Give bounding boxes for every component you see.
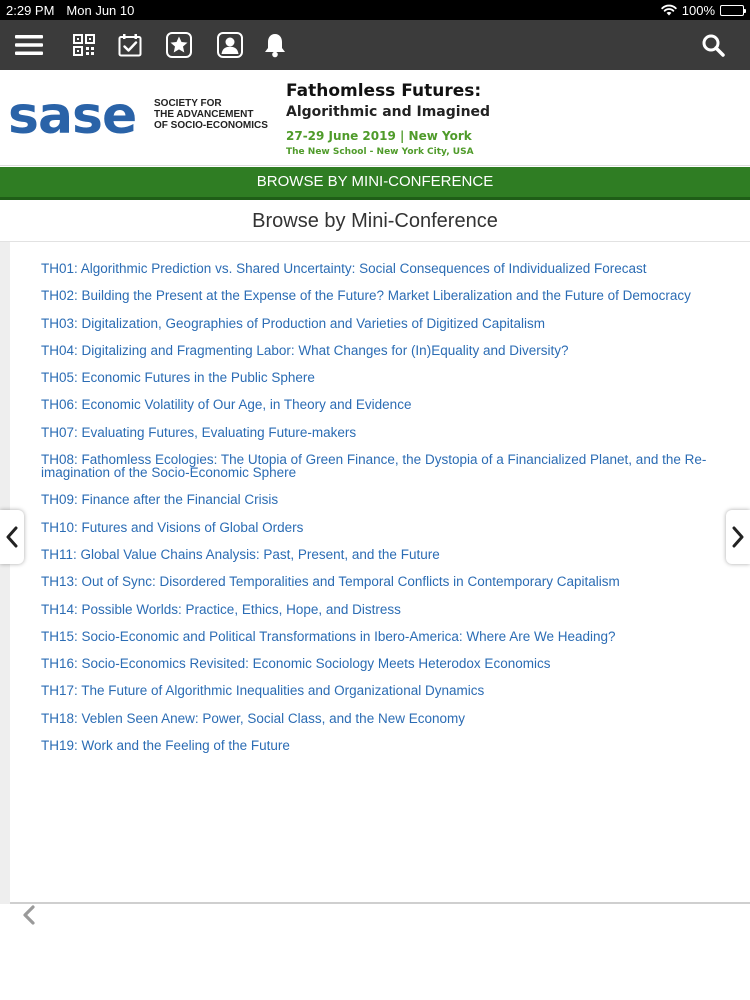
- menu-button[interactable]: [12, 20, 46, 70]
- page-title: Browse by Mini-Conference: [0, 202, 750, 242]
- mini-conference-link[interactable]: TH05: Economic Futures in the Public Sphere: [41, 370, 315, 386]
- bottom-divider: [10, 902, 750, 904]
- star-icon: [166, 32, 192, 58]
- conference-subtitle: Algorithmic and Imagined: [286, 104, 491, 120]
- mini-conference-link[interactable]: TH01: Algorithmic Prediction vs. Shared Uncertainty: Social Consequences of Individualized Forecast: [41, 261, 647, 276]
- sase-subtitle-line-2: THE ADVANCEMENT: [154, 109, 254, 120]
- search-icon: [701, 33, 725, 57]
- status-bar: [0, 0, 750, 20]
- mini-conference-link[interactable]: TH09: Finance after the Financial Crisis: [41, 492, 279, 508]
- status-date: Mon Jun 10: [66, 2, 135, 18]
- conference-title: Fathomless Futures:: [286, 81, 482, 101]
- qr-scan-button[interactable]: [71, 20, 97, 70]
- mini-conference-link[interactable]: TH08: Fathomless Ecologies: The Utopia of Green Finance, the Dystopia of a Financialized Planet, and the Re-imagination of the Socio-Economic Sphere: [41, 452, 707, 481]
- chevron-left-icon: [5, 526, 19, 548]
- mini-conference-link[interactable]: TH06: Economic Volatility of Our Age, in Theory and Evidence: [41, 397, 412, 413]
- sase-subtitle-line-3: OF SOCIO-ECONOMICS: [154, 120, 268, 131]
- mini-conference-link[interactable]: TH04: Digitalizing and Fragmenting Labor: What Changes for (In)Equality and Diversity?: [41, 342, 569, 358]
- previous-page-button[interactable]: [0, 510, 24, 564]
- conference-banner: [0, 70, 750, 166]
- sase-logo: sase: [8, 86, 137, 146]
- battery-icon: [720, 5, 744, 16]
- profile-button[interactable]: [216, 20, 244, 70]
- mini-conference-link[interactable]: TH13: Out of Sync: Disordered Temporalities and Temporal Conflicts in Contemporary Capitalism: [41, 574, 620, 590]
- mini-conference-link[interactable]: TH11: Global Value Chains Analysis: Past, Present, and the Future: [41, 546, 440, 562]
- left-edge-strip: [0, 242, 10, 904]
- back-arrow-icon: [22, 905, 36, 925]
- mini-conference-link[interactable]: TH10: Futures and Visions of Global Orders: [41, 519, 304, 535]
- chevron-right-icon: [731, 526, 745, 548]
- profile-icon: [217, 32, 243, 58]
- mini-conference-list: [41, 262, 721, 766]
- sase-subtitle-line-1: SOCIETY FOR: [154, 98, 222, 109]
- next-page-button[interactable]: [726, 510, 750, 564]
- calendar-check-icon: [118, 33, 142, 57]
- mini-conference-link[interactable]: TH03: Digitalization, Geographies of Production and Varieties of Digitized Capitalism: [41, 315, 546, 331]
- schedule-button[interactable]: [116, 20, 144, 70]
- qr-code-icon: [73, 34, 95, 56]
- wifi-icon: [661, 4, 677, 16]
- conference-venue: The New School - New York City, USA: [286, 147, 474, 157]
- mini-conference-link[interactable]: TH07: Evaluating Futures, Evaluating Future-makers: [41, 424, 357, 440]
- menu-icon: [15, 34, 43, 56]
- mini-conference-link[interactable]: TH17: The Future of Algorithmic Inequalities and Organizational Dynamics: [41, 683, 485, 699]
- status-right: [661, 3, 744, 18]
- battery-percent: 100%: [681, 2, 715, 18]
- mini-conference-link[interactable]: TH19: Work and the Feeling of the Future: [41, 738, 290, 754]
- back-button[interactable]: [18, 904, 40, 926]
- mini-conference-link[interactable]: TH18: Veblen Seen Anew: Power, Social Class, and the New Economy: [41, 710, 465, 726]
- mini-conference-link[interactable]: TH16: Socio-Economics Revisited: Economic Sociology Meets Heterodox Economics: [41, 656, 551, 672]
- status-time: 2:29 PM: [6, 2, 55, 18]
- bell-icon: [263, 32, 287, 58]
- mini-conference-link[interactable]: TH02: Building the Present at the Expense of the Future? Market Liberalization and the Future of Democracy: [41, 288, 691, 304]
- section-bar: BROWSE BY MINI-CONFERENCE: [0, 167, 750, 200]
- favorites-button[interactable]: [165, 20, 193, 70]
- mini-conference-link[interactable]: TH15: Socio-Economic and Political Transformations in Ibero-America: Where Are We Heading?: [41, 628, 616, 644]
- search-button[interactable]: [698, 20, 728, 70]
- mini-conference-link[interactable]: TH14: Possible Worlds: Practice, Ethics, Hope, and Distress: [41, 601, 401, 617]
- notifications-button[interactable]: [262, 20, 288, 70]
- conference-dates: 27-29 June 2019 | New York: [286, 129, 472, 143]
- sase-logo-subtitle: [154, 98, 268, 131]
- toolbar: [0, 20, 750, 70]
